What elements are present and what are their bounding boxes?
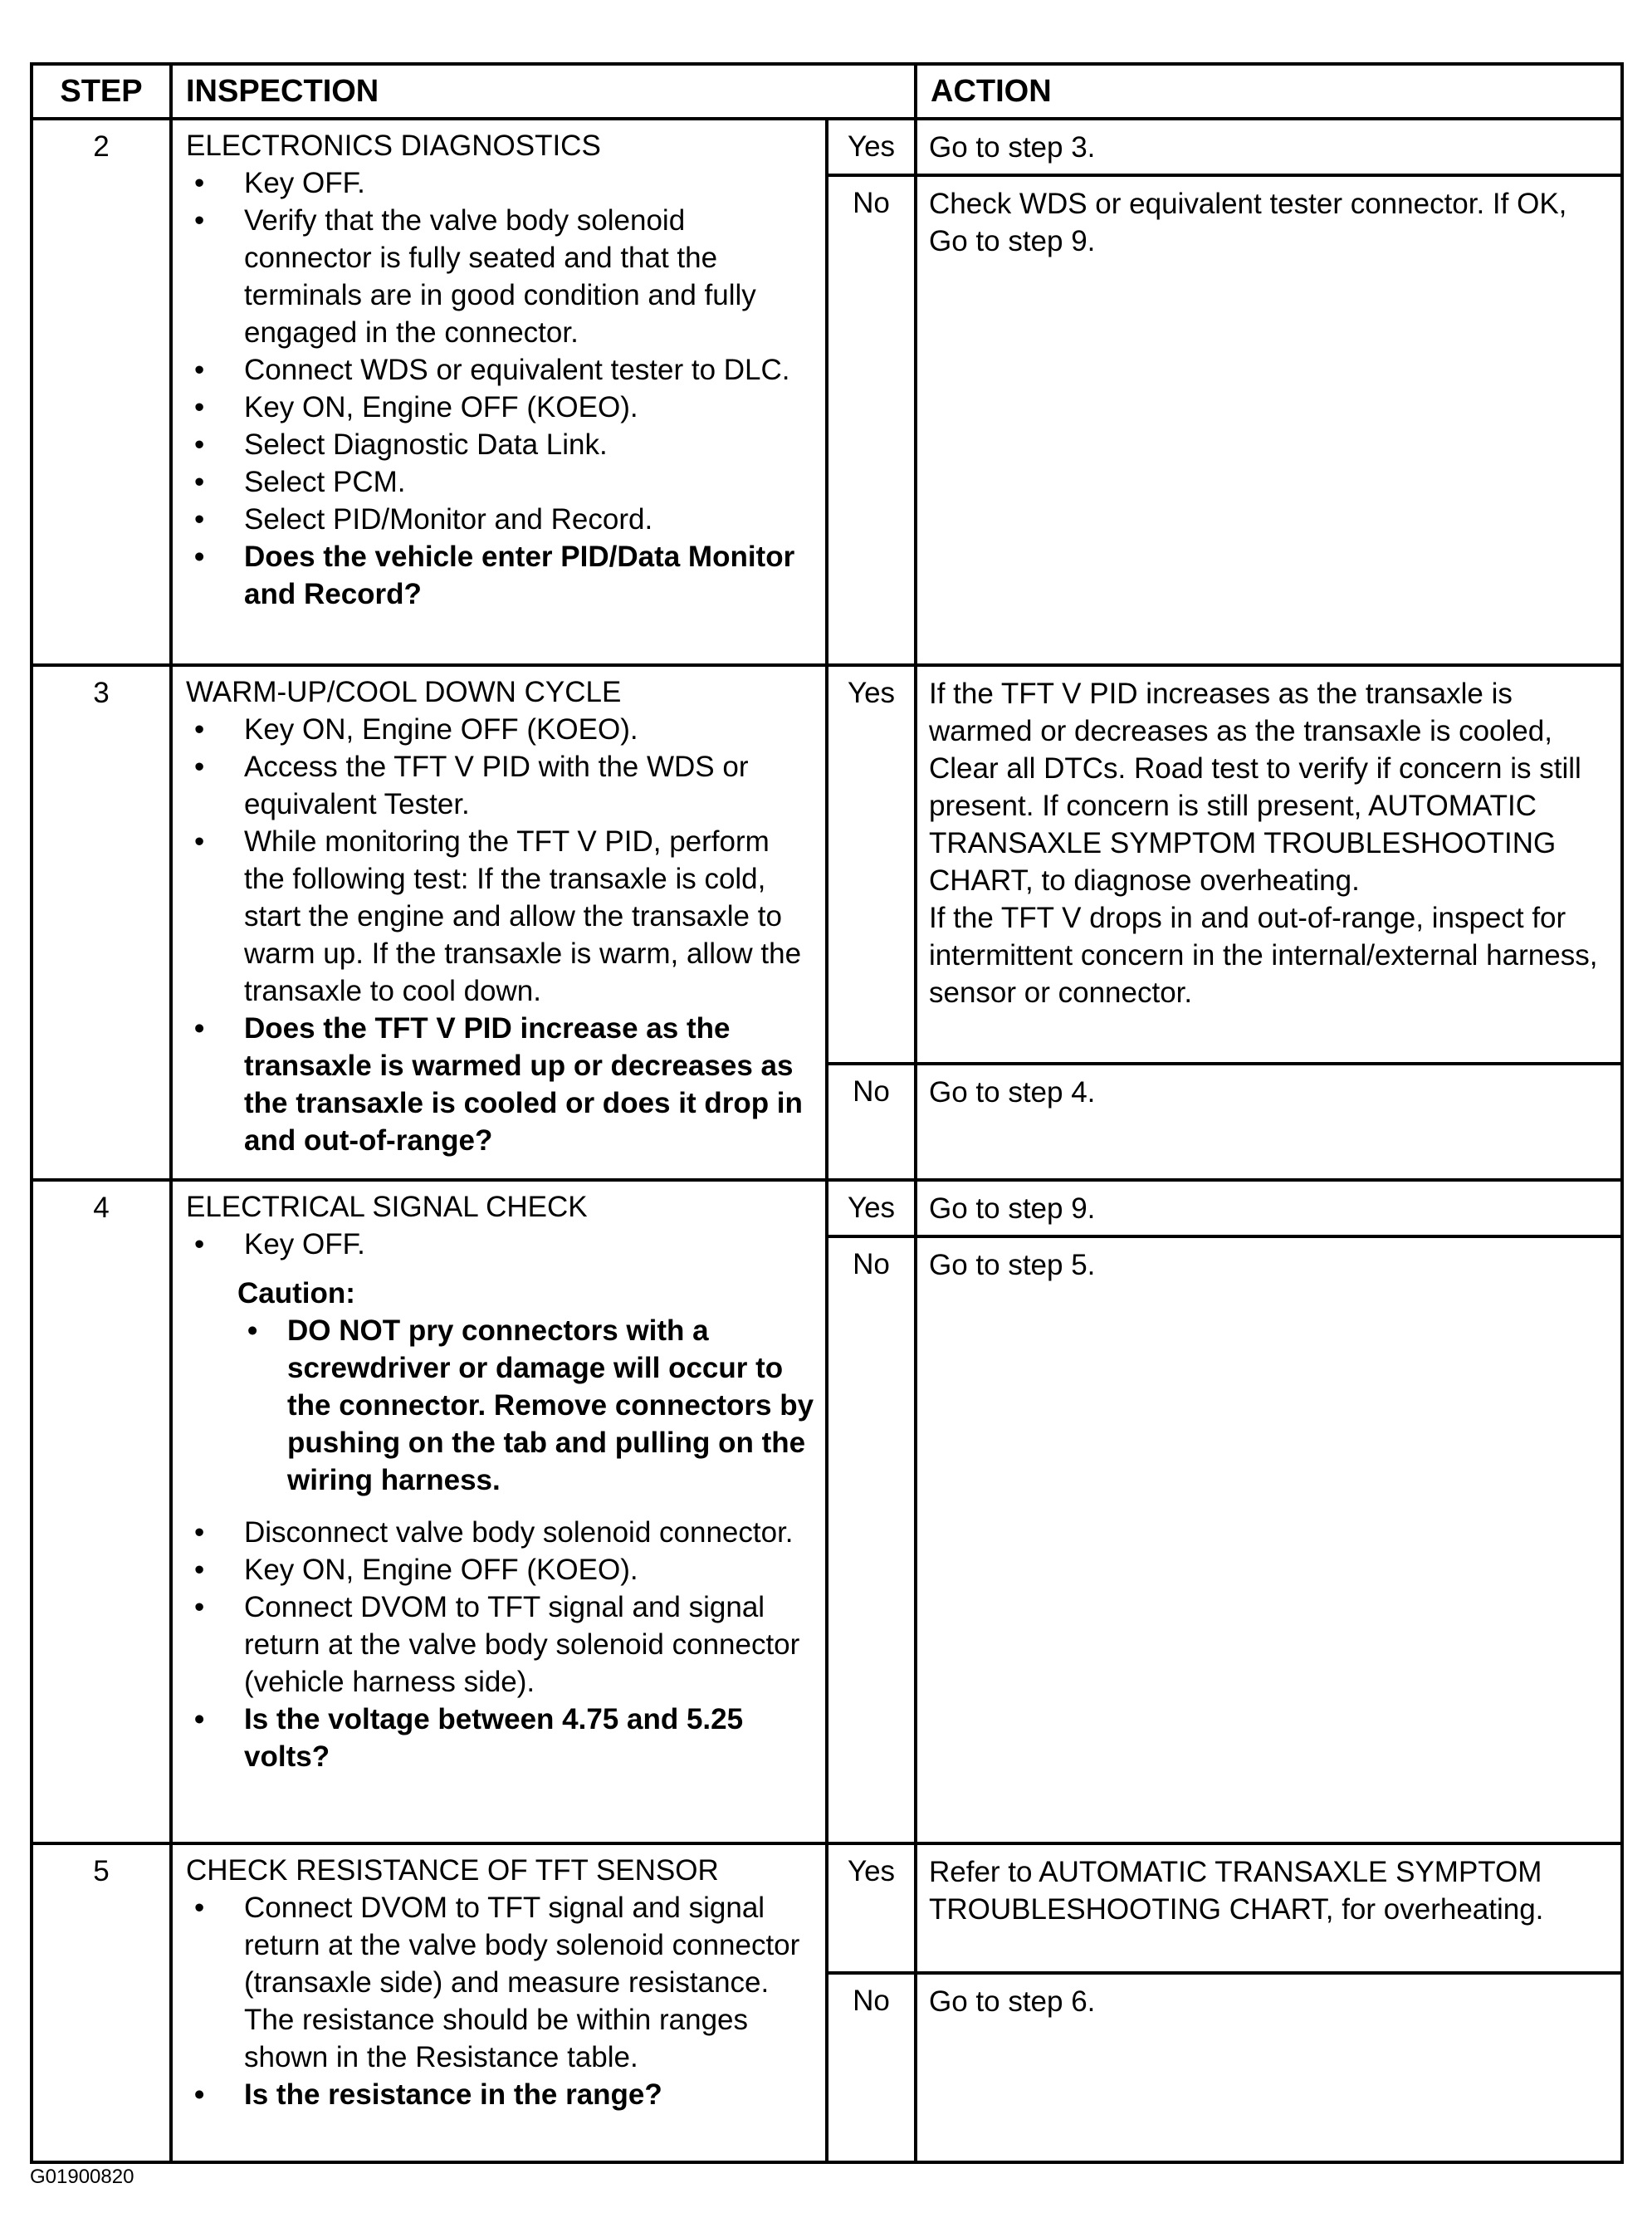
yes-no-cell	[827, 1180, 916, 1843]
yes-label: Yes	[847, 1192, 896, 1224]
yes-action-text-2: If the TFT V drops in and out-of-range, inspect for intermittent concern in the internal/external harness, sensor or connector.	[929, 902, 1598, 1009]
list-item: • Connect WDS or equivalent tester to DLC.	[186, 351, 815, 389]
yes-no-cell	[827, 119, 916, 665]
no-action: Go to step 6.	[917, 1971, 1620, 2161]
inspection-title: ELECTRICAL SIGNAL CHECK	[186, 1191, 588, 1223]
list-item: • Key ON, Engine OFF (KOEO).	[186, 389, 815, 426]
list-item: • Verify that the valve body solenoid connector is fully seated and that the terminals are in good condition and fully engaged in the connector.	[186, 202, 815, 351]
inspection-title: CHECK RESISTANCE OF TFT SENSOR	[186, 1854, 719, 1887]
yes-label: Yes	[847, 677, 896, 709]
inspection-title: ELECTRONICS DIAGNOSTICS	[186, 130, 601, 162]
caution-list	[237, 1312, 815, 1499]
header-inspection-label: INSPECTION	[186, 73, 379, 109]
list-item: • While monitoring the TFT V PID, perform the following test: If the transaxle is cold, start the engine and allow the transaxle to warm up. If the transaxle is warm, allow the transaxle to cool down.	[186, 823, 815, 1010]
yes-label: Yes	[847, 130, 896, 163]
action-cell	[916, 665, 1622, 1180]
inspection-list	[186, 1514, 815, 1775]
no-action: Go to step 5.	[917, 1235, 1620, 1842]
inspection-list	[186, 711, 815, 1159]
action-cell	[916, 119, 1622, 665]
inspection-list	[186, 1226, 815, 1263]
yes-label: Yes	[847, 1855, 896, 1887]
inspection-question: • Is the resistance in the range?	[186, 2076, 815, 2113]
list-item: • Key OFF.	[186, 164, 815, 202]
yes-no-cell	[827, 1843, 916, 2162]
inspection-title: WARM-UP/COOL DOWN CYCLE	[186, 676, 622, 708]
list-item: • Select PCM.	[186, 463, 815, 501]
list-item: • Access the TFT V PID with the WDS or equivalent Tester.	[186, 748, 815, 823]
yes-no-cell	[827, 665, 916, 1180]
list-item: • Select Diagnostic Data Link.	[186, 426, 815, 463]
no-label: No	[828, 1235, 914, 1842]
yes-action	[917, 667, 1620, 1062]
inspection-cell	[171, 119, 827, 665]
no-label: No	[828, 1971, 914, 2161]
step-number: 2	[32, 119, 171, 665]
no-label: No	[828, 174, 914, 663]
table-row	[32, 1843, 1622, 2162]
inspection-cell	[171, 665, 827, 1180]
list-item: • Connect DVOM to TFT signal and signal return at the valve body solenoid connector (vehicle harness side).	[186, 1588, 815, 1701]
inspection-question: • Does the TFT V PID increase as the transaxle is warmed up or decreases as the transaxle is cooled or does it drop in and out-of-range?	[186, 1010, 815, 1159]
yes-action: Go to step 3.	[929, 131, 1096, 164]
yes-action-text-1: If the TFT V PID increases as the transaxle is warmed or decreases as the transaxle is cooled, Clear all DTCs. Road test to verify if concern is still present. If concern is still present, AUTOMATIC TRANSAXLE SYMPTOM TROUBLESHOOTING CHART, to diagnose overheating.	[929, 678, 1581, 897]
list-item: • Disconnect valve body solenoid connector.	[186, 1514, 815, 1551]
caution-block	[237, 1275, 815, 1499]
yes-action: Refer to AUTOMATIC TRANSAXLE SYMPTOM TROUBLESHOOTING CHART, for overheating.	[929, 1856, 1544, 1926]
inspection-cell	[171, 1843, 827, 2162]
no-action: Go to step 4.	[917, 1062, 1620, 1178]
table-row	[32, 119, 1622, 665]
header-row	[32, 64, 1622, 119]
no-action: Check WDS or equivalent tester connector. If OK, Go to step 9.	[917, 174, 1620, 663]
diagnostic-table	[30, 62, 1624, 2164]
table-row	[32, 1180, 1622, 1843]
inspection-list	[186, 164, 815, 613]
action-cell	[916, 1180, 1622, 1843]
header-inspection	[171, 64, 916, 119]
header-step: STEP	[32, 64, 171, 119]
list-item: • Key OFF.	[186, 1226, 815, 1263]
caution-title: Caution:	[237, 1277, 355, 1309]
step-number: 3	[32, 665, 171, 1180]
inspection-list	[186, 1889, 815, 2113]
action-cell	[916, 1843, 1622, 2162]
step-number: 4	[32, 1180, 171, 1843]
inspection-question: • Does the vehicle enter PID/Data Monitor and Record?	[186, 538, 815, 613]
figure-code: G01900820	[30, 2166, 134, 2188]
yes-action: Go to step 9.	[929, 1192, 1096, 1225]
list-item: • Connect DVOM to TFT signal and signal return at the valve body solenoid connector (transaxle side) and measure resistance. The resistance should be within ranges shown in the Resistance table.	[186, 1889, 815, 2076]
inspection-question: • Is the voltage between 4.75 and 5.25 volts?	[186, 1701, 815, 1775]
list-item: • Select PID/Monitor and Record.	[186, 501, 815, 538]
header-action	[916, 64, 1622, 119]
step-number: 5	[32, 1843, 171, 2162]
table-row	[32, 665, 1622, 1180]
caution-text: • DO NOT pry connectors with a screwdriver or damage will occur to the connector. Remove connectors by pushing on the tab and pulling on the wiring harness.	[237, 1312, 815, 1499]
list-item: • Key ON, Engine OFF (KOEO).	[186, 1551, 815, 1588]
inspection-cell	[171, 1180, 827, 1843]
list-item: • Key ON, Engine OFF (KOEO).	[186, 711, 815, 748]
no-label: No	[828, 1062, 914, 1178]
header-action-label: ACTION	[931, 73, 1052, 109]
